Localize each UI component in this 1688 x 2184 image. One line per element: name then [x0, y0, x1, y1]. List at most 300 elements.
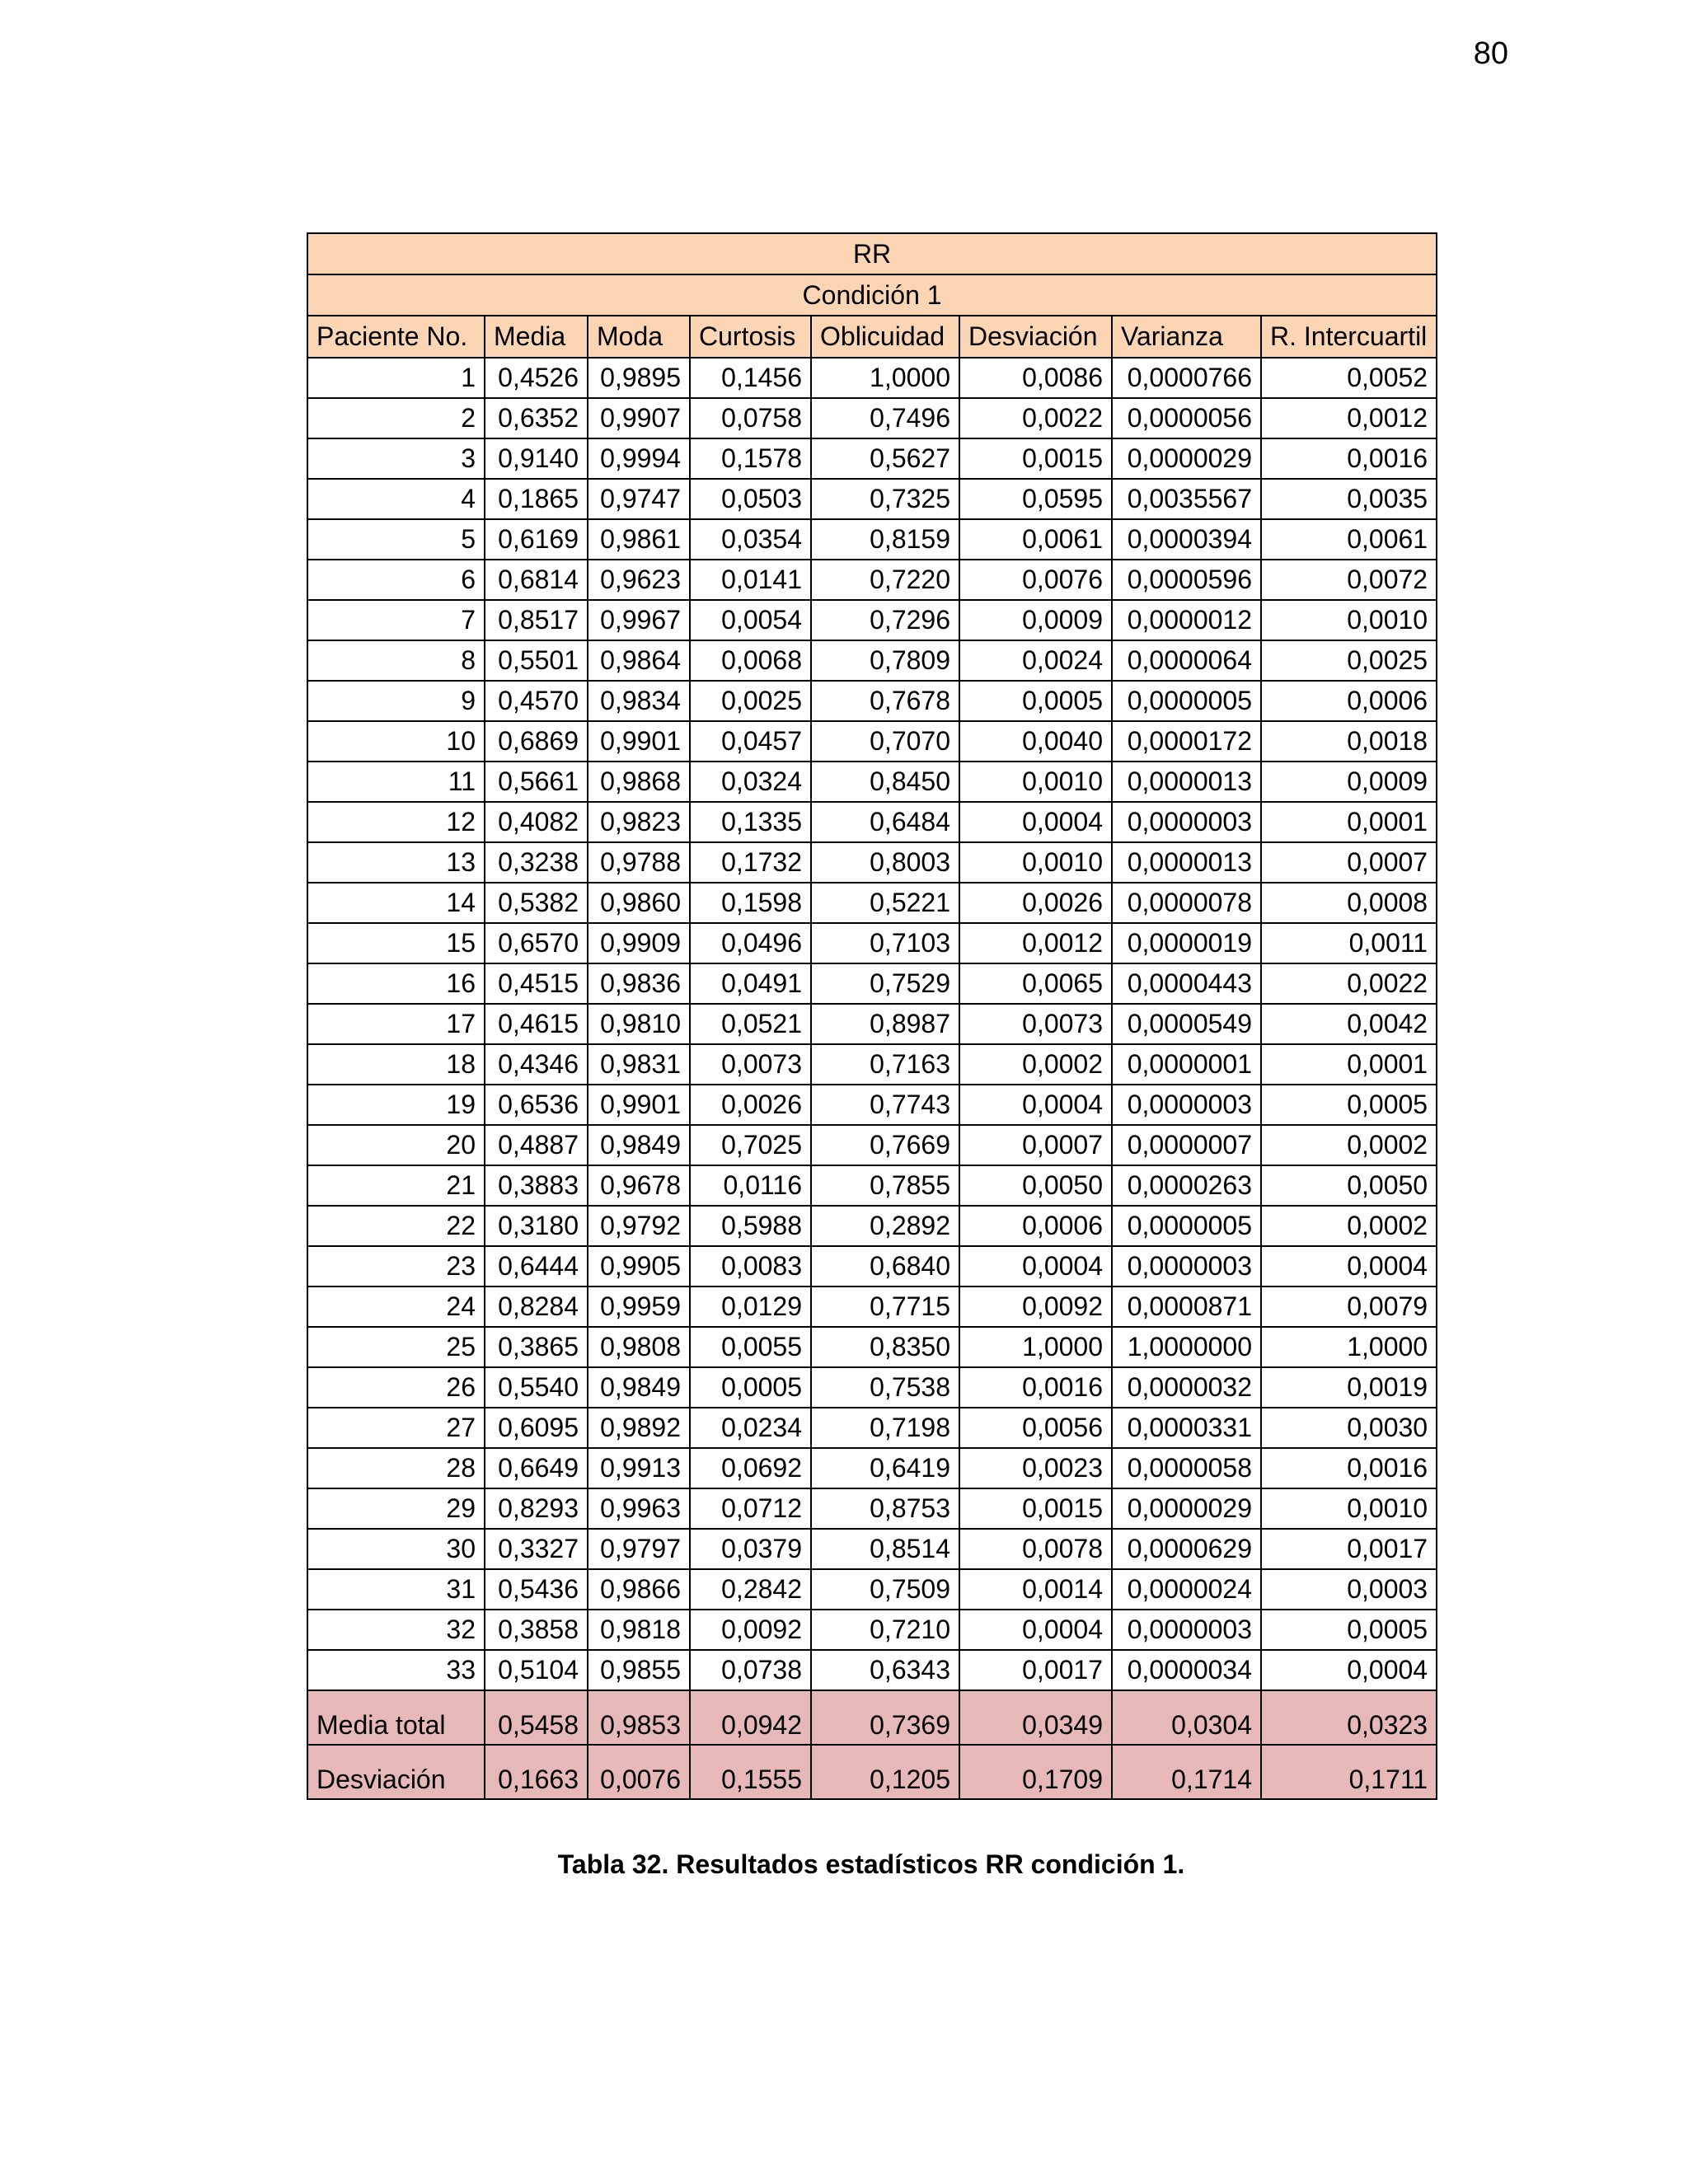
table-cell: 13	[307, 842, 485, 883]
table-cell: 25	[307, 1327, 485, 1367]
table-cell: 0,0005	[959, 681, 1112, 721]
table-cell: 0,0000013	[1112, 842, 1261, 883]
summary-cell: 0,0076	[588, 1745, 690, 1799]
table-subtitle: Condición 1	[307, 274, 1437, 316]
table-cell: 0,0000003	[1112, 1085, 1261, 1125]
table-row	[307, 923, 1437, 963]
table-cell: 0,0035567	[1112, 479, 1261, 519]
table-cell: 0,0040	[959, 721, 1112, 762]
table-cell: 0,0595	[959, 479, 1112, 519]
table-row	[307, 1327, 1437, 1367]
table-cell: 4	[307, 479, 485, 519]
table-cell: 19	[307, 1085, 485, 1125]
table-cell: 0,0000007	[1112, 1125, 1261, 1165]
table-cell: 7	[307, 600, 485, 640]
table-cell: 22	[307, 1206, 485, 1246]
table-cell: 0,7070	[811, 721, 959, 762]
table-cell: 0,0024	[959, 640, 1112, 681]
table-cell: 24	[307, 1286, 485, 1327]
table-cell: 0,0000003	[1112, 1246, 1261, 1286]
table-cell: 0,8284	[485, 1286, 588, 1327]
table-cell: 0,0000024	[1112, 1569, 1261, 1610]
table-cell: 0,0079	[1261, 1286, 1437, 1327]
table-cell: 0,0019	[1261, 1367, 1437, 1408]
table-cell: 0,3180	[485, 1206, 588, 1246]
table-cell: 0,9892	[588, 1408, 690, 1448]
table-cell: 0,6536	[485, 1085, 588, 1125]
summary-cell: 0,1663	[485, 1745, 588, 1799]
table-cell: 0,6484	[811, 802, 959, 842]
table-cell: 0,6814	[485, 560, 588, 600]
table-cell: 0,0000443	[1112, 963, 1261, 1004]
table-cell: 0,4526	[485, 358, 588, 398]
table-cell: 0,0001	[1261, 1044, 1437, 1085]
table-cell: 0,0005	[1261, 1085, 1437, 1125]
table-cell: 0,0000078	[1112, 883, 1261, 923]
table-cell: 0,7325	[811, 479, 959, 519]
table-cell: 0,3858	[485, 1610, 588, 1650]
table-cell: 0,0007	[959, 1125, 1112, 1165]
table-cell: 0,6343	[811, 1650, 959, 1690]
table-cell: 0,0503	[690, 479, 811, 519]
table-cell: 31	[307, 1569, 485, 1610]
summary-cell: 0,0304	[1112, 1690, 1261, 1745]
column-header: Oblicuidad	[811, 316, 959, 358]
column-header: Curtosis	[690, 316, 811, 358]
table-cell: 1,0000	[959, 1327, 1112, 1367]
table-cell: 0,0083	[690, 1246, 811, 1286]
table-cell: 0,9909	[588, 923, 690, 963]
table-caption: Tabla 32. Resultados estadísticos RR condición 1.	[557, 1849, 1185, 1879]
table-cell: 0,0022	[959, 398, 1112, 438]
table-cell: 0,4515	[485, 963, 588, 1004]
table-cell: 0,6444	[485, 1246, 588, 1286]
table-cell: 0,0000629	[1112, 1529, 1261, 1569]
table-row	[307, 1650, 1437, 1690]
table-cell: 0,0010	[1261, 600, 1437, 640]
summary-cell: 0,1711	[1261, 1745, 1437, 1799]
table-cell: 0,9963	[588, 1488, 690, 1529]
table-cell: 0,9836	[588, 963, 690, 1004]
table-cell: 0,0068	[690, 640, 811, 681]
table-cell: 0,7855	[811, 1165, 959, 1206]
table-cell: 0,7198	[811, 1408, 959, 1448]
table-cell: 0,0000596	[1112, 560, 1261, 600]
table-cell: 0,0076	[959, 560, 1112, 600]
table-cell: 0,7678	[811, 681, 959, 721]
table-cell: 0,0004	[1261, 1650, 1437, 1690]
table-cell: 0,8293	[485, 1488, 588, 1529]
table-cell: 0,0738	[690, 1650, 811, 1690]
table-cell: 0,0009	[1261, 762, 1437, 802]
table-cell: 0,0379	[690, 1529, 811, 1569]
table-cell: 0,6419	[811, 1448, 959, 1488]
table-cell: 0,0000394	[1112, 519, 1261, 560]
table-row	[307, 560, 1437, 600]
table-cell: 0,9797	[588, 1529, 690, 1569]
table-row	[307, 479, 1437, 519]
table-row	[307, 1004, 1437, 1044]
table-cell: 14	[307, 883, 485, 923]
table-cell: 0,0000032	[1112, 1367, 1261, 1408]
table-cell: 0,5661	[485, 762, 588, 802]
table-cell: 0,7103	[811, 923, 959, 963]
table-cell: 0,0078	[959, 1529, 1112, 1569]
table-cell: 0,9788	[588, 842, 690, 883]
table-cell: 0,9810	[588, 1004, 690, 1044]
table-cell: 0,0005	[690, 1367, 811, 1408]
table-cell: 0,0324	[690, 762, 811, 802]
table-cell: 0,7538	[811, 1367, 959, 1408]
table-row	[307, 963, 1437, 1004]
table-cell: 0,1335	[690, 802, 811, 842]
table-cell: 0,0026	[959, 883, 1112, 923]
column-header: Desviación	[959, 316, 1112, 358]
table-cell: 0,0000034	[1112, 1650, 1261, 1690]
table-cell: 0,0000058	[1112, 1448, 1261, 1488]
table-cell: 30	[307, 1529, 485, 1569]
table-row	[307, 1044, 1437, 1085]
table-cell: 0,0712	[690, 1488, 811, 1529]
table-cell: 0,4570	[485, 681, 588, 721]
table-cell: 0,8350	[811, 1327, 959, 1367]
table-cell: 0,7509	[811, 1569, 959, 1610]
table-row	[307, 1529, 1437, 1569]
table-cell: 29	[307, 1488, 485, 1529]
table-cell: 1,0000	[811, 358, 959, 398]
table-cell: 0,0004	[959, 802, 1112, 842]
table-cell: 0,0000871	[1112, 1286, 1261, 1327]
table-cell: 28	[307, 1448, 485, 1488]
table-cell: 0,7496	[811, 398, 959, 438]
table-cell: 0,0026	[690, 1085, 811, 1125]
table-cell: 0,7809	[811, 640, 959, 681]
table-cell: 0,3865	[485, 1327, 588, 1367]
table-cell: 0,0073	[959, 1004, 1112, 1044]
table-cell: 0,0016	[1261, 1448, 1437, 1488]
table-cell: 0,0002	[1261, 1206, 1437, 1246]
summary-cell: 0,1205	[811, 1745, 959, 1799]
table-cell: 0,1598	[690, 883, 811, 923]
table-cell: 0,1732	[690, 842, 811, 883]
table-cell: 0,0061	[1261, 519, 1437, 560]
table-cell: 0,0457	[690, 721, 811, 762]
table-cell: 0,0000056	[1112, 398, 1261, 438]
table-cell: 0,0000029	[1112, 438, 1261, 479]
table-cell: 1,0000	[1261, 1327, 1437, 1367]
table-cell: 0,0025	[1261, 640, 1437, 681]
table-cell: 0,0015	[959, 1488, 1112, 1529]
table-cell: 0,0000003	[1112, 1610, 1261, 1650]
table-cell: 0,9913	[588, 1448, 690, 1488]
table-cell: 0,7025	[690, 1125, 811, 1165]
table-cell: 0,8753	[811, 1488, 959, 1529]
table-cell: 0,0010	[1261, 1488, 1437, 1529]
table-cell: 0,0000172	[1112, 721, 1261, 762]
table-cell: 0,7715	[811, 1286, 959, 1327]
table-cell: 0,9864	[588, 640, 690, 681]
table-cell: 0,6649	[485, 1448, 588, 1488]
table-cell: 0,0086	[959, 358, 1112, 398]
table-cell: 0,9849	[588, 1125, 690, 1165]
table-cell: 0,0000064	[1112, 640, 1261, 681]
table-cell: 0,0116	[690, 1165, 811, 1206]
table-cell: 0,9901	[588, 721, 690, 762]
table-cell: 0,9823	[588, 802, 690, 842]
table-cell: 0,0004	[959, 1085, 1112, 1125]
table-cell: 0,9747	[588, 479, 690, 519]
table-cell: 16	[307, 963, 485, 1004]
table-cell: 0,9959	[588, 1286, 690, 1327]
column-header: Varianza	[1112, 316, 1261, 358]
column-header: R. Intercuartil	[1261, 316, 1437, 358]
table-cell: 0,8514	[811, 1529, 959, 1569]
table-cell: 0,0092	[690, 1610, 811, 1650]
table-cell: 0,0491	[690, 963, 811, 1004]
table-cell: 0,0035	[1261, 479, 1437, 519]
table-cell: 0,7163	[811, 1044, 959, 1085]
summary-cell: 0,1709	[959, 1745, 1112, 1799]
table-cell: 0,9868	[588, 762, 690, 802]
table-cell: 0,0009	[959, 600, 1112, 640]
table-cell: 0,0000012	[1112, 600, 1261, 640]
table-cell: 0,7210	[811, 1610, 959, 1650]
table-cell: 0,0017	[959, 1650, 1112, 1690]
table-row	[307, 1569, 1437, 1610]
table-cell: 0,7669	[811, 1125, 959, 1165]
table-cell: 0,9905	[588, 1246, 690, 1286]
table-cell: 0,0000001	[1112, 1044, 1261, 1085]
table-cell: 0,5988	[690, 1206, 811, 1246]
table-cell: 0,0092	[959, 1286, 1112, 1327]
table-cell: 0,5382	[485, 883, 588, 923]
column-header: Media	[485, 316, 588, 358]
table-cell: 0,9860	[588, 883, 690, 923]
table-cell: 0,4346	[485, 1044, 588, 1085]
table-cell: 0,9855	[588, 1650, 690, 1690]
table-cell: 0,0000019	[1112, 923, 1261, 963]
table-cell: 10	[307, 721, 485, 762]
summary-cell: 0,1714	[1112, 1745, 1261, 1799]
table-cell: 0,0000005	[1112, 681, 1261, 721]
table-cell: 0,0015	[959, 438, 1112, 479]
table-cell: 33	[307, 1650, 485, 1690]
table-cell: 18	[307, 1044, 485, 1085]
table-row	[307, 802, 1437, 842]
summary-row	[307, 1690, 1437, 1745]
table-cell: 0,9907	[588, 398, 690, 438]
table-cell: 0,5501	[485, 640, 588, 681]
table-cell: 0,9849	[588, 1367, 690, 1408]
table-cell: 0,7743	[811, 1085, 959, 1125]
table-cell: 0,0234	[690, 1408, 811, 1448]
table-cell: 0,4615	[485, 1004, 588, 1044]
table-cell: 15	[307, 923, 485, 963]
table-row	[307, 1246, 1437, 1286]
table-cell: 0,2842	[690, 1569, 811, 1610]
table-cell: 0,0022	[1261, 963, 1437, 1004]
table-cell: 0,9831	[588, 1044, 690, 1085]
table-cell: 0,0016	[1261, 438, 1437, 479]
table-cell: 0,0521	[690, 1004, 811, 1044]
table-cell: 0,0018	[1261, 721, 1437, 762]
table-cell: 0,0000331	[1112, 1408, 1261, 1448]
table-cell: 0,0000003	[1112, 802, 1261, 842]
table-cell: 0,0002	[1261, 1125, 1437, 1165]
table-title: RR	[307, 233, 1437, 274]
table-row	[307, 1206, 1437, 1246]
table-cell: 1	[307, 358, 485, 398]
table-row	[307, 681, 1437, 721]
table-cell: 0,0073	[690, 1044, 811, 1085]
table-cell: 0,1865	[485, 479, 588, 519]
table-cell: 0,0010	[959, 762, 1112, 802]
summary-row	[307, 1745, 1437, 1799]
table-cell: 0,6095	[485, 1408, 588, 1448]
summary-cell: 0,5458	[485, 1690, 588, 1745]
table-cell: 0,1578	[690, 438, 811, 479]
table-cell: 0,0001	[1261, 802, 1437, 842]
table-cell: 11	[307, 762, 485, 802]
table-cell: 0,0025	[690, 681, 811, 721]
table-cell: 0,0054	[690, 600, 811, 640]
table-row	[307, 398, 1437, 438]
table-cell: 0,0000029	[1112, 1488, 1261, 1529]
table-row	[307, 1488, 1437, 1529]
table-cell: 0,0006	[959, 1206, 1112, 1246]
table-cell: 0,0050	[1261, 1165, 1437, 1206]
table-cell: 0,7296	[811, 600, 959, 640]
table-cell: 0,9866	[588, 1569, 690, 1610]
table-cell: 0,3883	[485, 1165, 588, 1206]
statistics-table	[307, 232, 1437, 1800]
table-row	[307, 1408, 1437, 1448]
table-cell: 0,0000005	[1112, 1206, 1261, 1246]
table-cell: 0,5627	[811, 438, 959, 479]
table-cell: 0,0011	[1261, 923, 1437, 963]
table-cell: 0,9861	[588, 519, 690, 560]
table-cell: 0,0016	[959, 1367, 1112, 1408]
table-row	[307, 640, 1437, 681]
table-cell: 9	[307, 681, 485, 721]
table-cell: 0,0004	[959, 1246, 1112, 1286]
table-cell: 0,3327	[485, 1529, 588, 1569]
table-cell: 0,8159	[811, 519, 959, 560]
table-row	[307, 1448, 1437, 1488]
table-cell: 0,9792	[588, 1206, 690, 1246]
table-cell: 0,8450	[811, 762, 959, 802]
table-cell: 0,0023	[959, 1448, 1112, 1488]
table-cell: 0,5436	[485, 1569, 588, 1610]
table-cell: 0,0052	[1261, 358, 1437, 398]
table-cell: 0,0030	[1261, 1408, 1437, 1448]
table-cell: 0,0004	[959, 1610, 1112, 1650]
table-cell: 0,4082	[485, 802, 588, 842]
table-cell: 0,0000549	[1112, 1004, 1261, 1044]
table-cell: 0,0002	[959, 1044, 1112, 1085]
table-cell: 0,0003	[1261, 1569, 1437, 1610]
summary-cell: 0,0942	[690, 1690, 811, 1745]
table-row	[307, 1367, 1437, 1408]
table-cell: 0,0354	[690, 519, 811, 560]
table-cell: 0,9834	[588, 681, 690, 721]
table-cell: 0,0000013	[1112, 762, 1261, 802]
table-cell: 0,7529	[811, 963, 959, 1004]
table-row	[307, 600, 1437, 640]
table-cell: 32	[307, 1610, 485, 1650]
table-row	[307, 883, 1437, 923]
table-cell: 0,0010	[959, 842, 1112, 883]
table-cell: 0,8003	[811, 842, 959, 883]
table-cell: 0,0012	[959, 923, 1112, 963]
table-cell: 0,9994	[588, 438, 690, 479]
table-cell: 26	[307, 1367, 485, 1408]
table-cell: 0,9901	[588, 1085, 690, 1125]
table-cell: 0,9818	[588, 1610, 690, 1650]
table-row	[307, 1286, 1437, 1327]
table-cell: 0,8517	[485, 600, 588, 640]
summary-cell: 0,0349	[959, 1690, 1112, 1745]
table-cell: 0,0050	[959, 1165, 1112, 1206]
table-cell: 23	[307, 1246, 485, 1286]
page-number: 80	[1473, 36, 1508, 71]
table-row	[307, 721, 1437, 762]
table-cell: 17	[307, 1004, 485, 1044]
table-cell: 0,0065	[959, 963, 1112, 1004]
table-cell: 0,0005	[1261, 1610, 1437, 1650]
table-row	[307, 842, 1437, 883]
table-cell: 6	[307, 560, 485, 600]
table-cell: 0,0007	[1261, 842, 1437, 883]
summary-cell: 0,1555	[690, 1745, 811, 1799]
table-cell: 0,0006	[1261, 681, 1437, 721]
table-cell: 0,6169	[485, 519, 588, 560]
table-row	[307, 519, 1437, 560]
table-cell: 0,9895	[588, 358, 690, 398]
table-cell: 12	[307, 802, 485, 842]
table-cell: 0,0141	[690, 560, 811, 600]
table-cell: 0,9623	[588, 560, 690, 600]
table-cell: 0,0056	[959, 1408, 1112, 1448]
table-cell: 0,4887	[485, 1125, 588, 1165]
column-header: Paciente No.	[307, 316, 485, 358]
table-row	[307, 762, 1437, 802]
table-cell: 0,0014	[959, 1569, 1112, 1610]
summary-cell: 0,9853	[588, 1690, 690, 1745]
column-header: Moda	[588, 316, 690, 358]
column-header-row	[307, 316, 1437, 358]
table-cell: 21	[307, 1165, 485, 1206]
table-cell: 0,0496	[690, 923, 811, 963]
table-cell: 0,5540	[485, 1367, 588, 1408]
table-cell: 0,1456	[690, 358, 811, 398]
table-row	[307, 438, 1437, 479]
table-cell: 0,0004	[1261, 1246, 1437, 1286]
table-cell: 0,9967	[588, 600, 690, 640]
table-cell: 0,5104	[485, 1650, 588, 1690]
table-cell: 0,8987	[811, 1004, 959, 1044]
table-cell: 0,9140	[485, 438, 588, 479]
summary-label: Media total	[307, 1690, 485, 1745]
table-cell: 27	[307, 1408, 485, 1448]
table-cell: 0,3238	[485, 842, 588, 883]
table-cell: 0,0072	[1261, 560, 1437, 600]
table-cell: 0,0000766	[1112, 358, 1261, 398]
table-cell: 0,6570	[485, 923, 588, 963]
table-cell: 0,0008	[1261, 883, 1437, 923]
table-cell: 0,0758	[690, 398, 811, 438]
table-cell: 1,0000000	[1112, 1327, 1261, 1367]
